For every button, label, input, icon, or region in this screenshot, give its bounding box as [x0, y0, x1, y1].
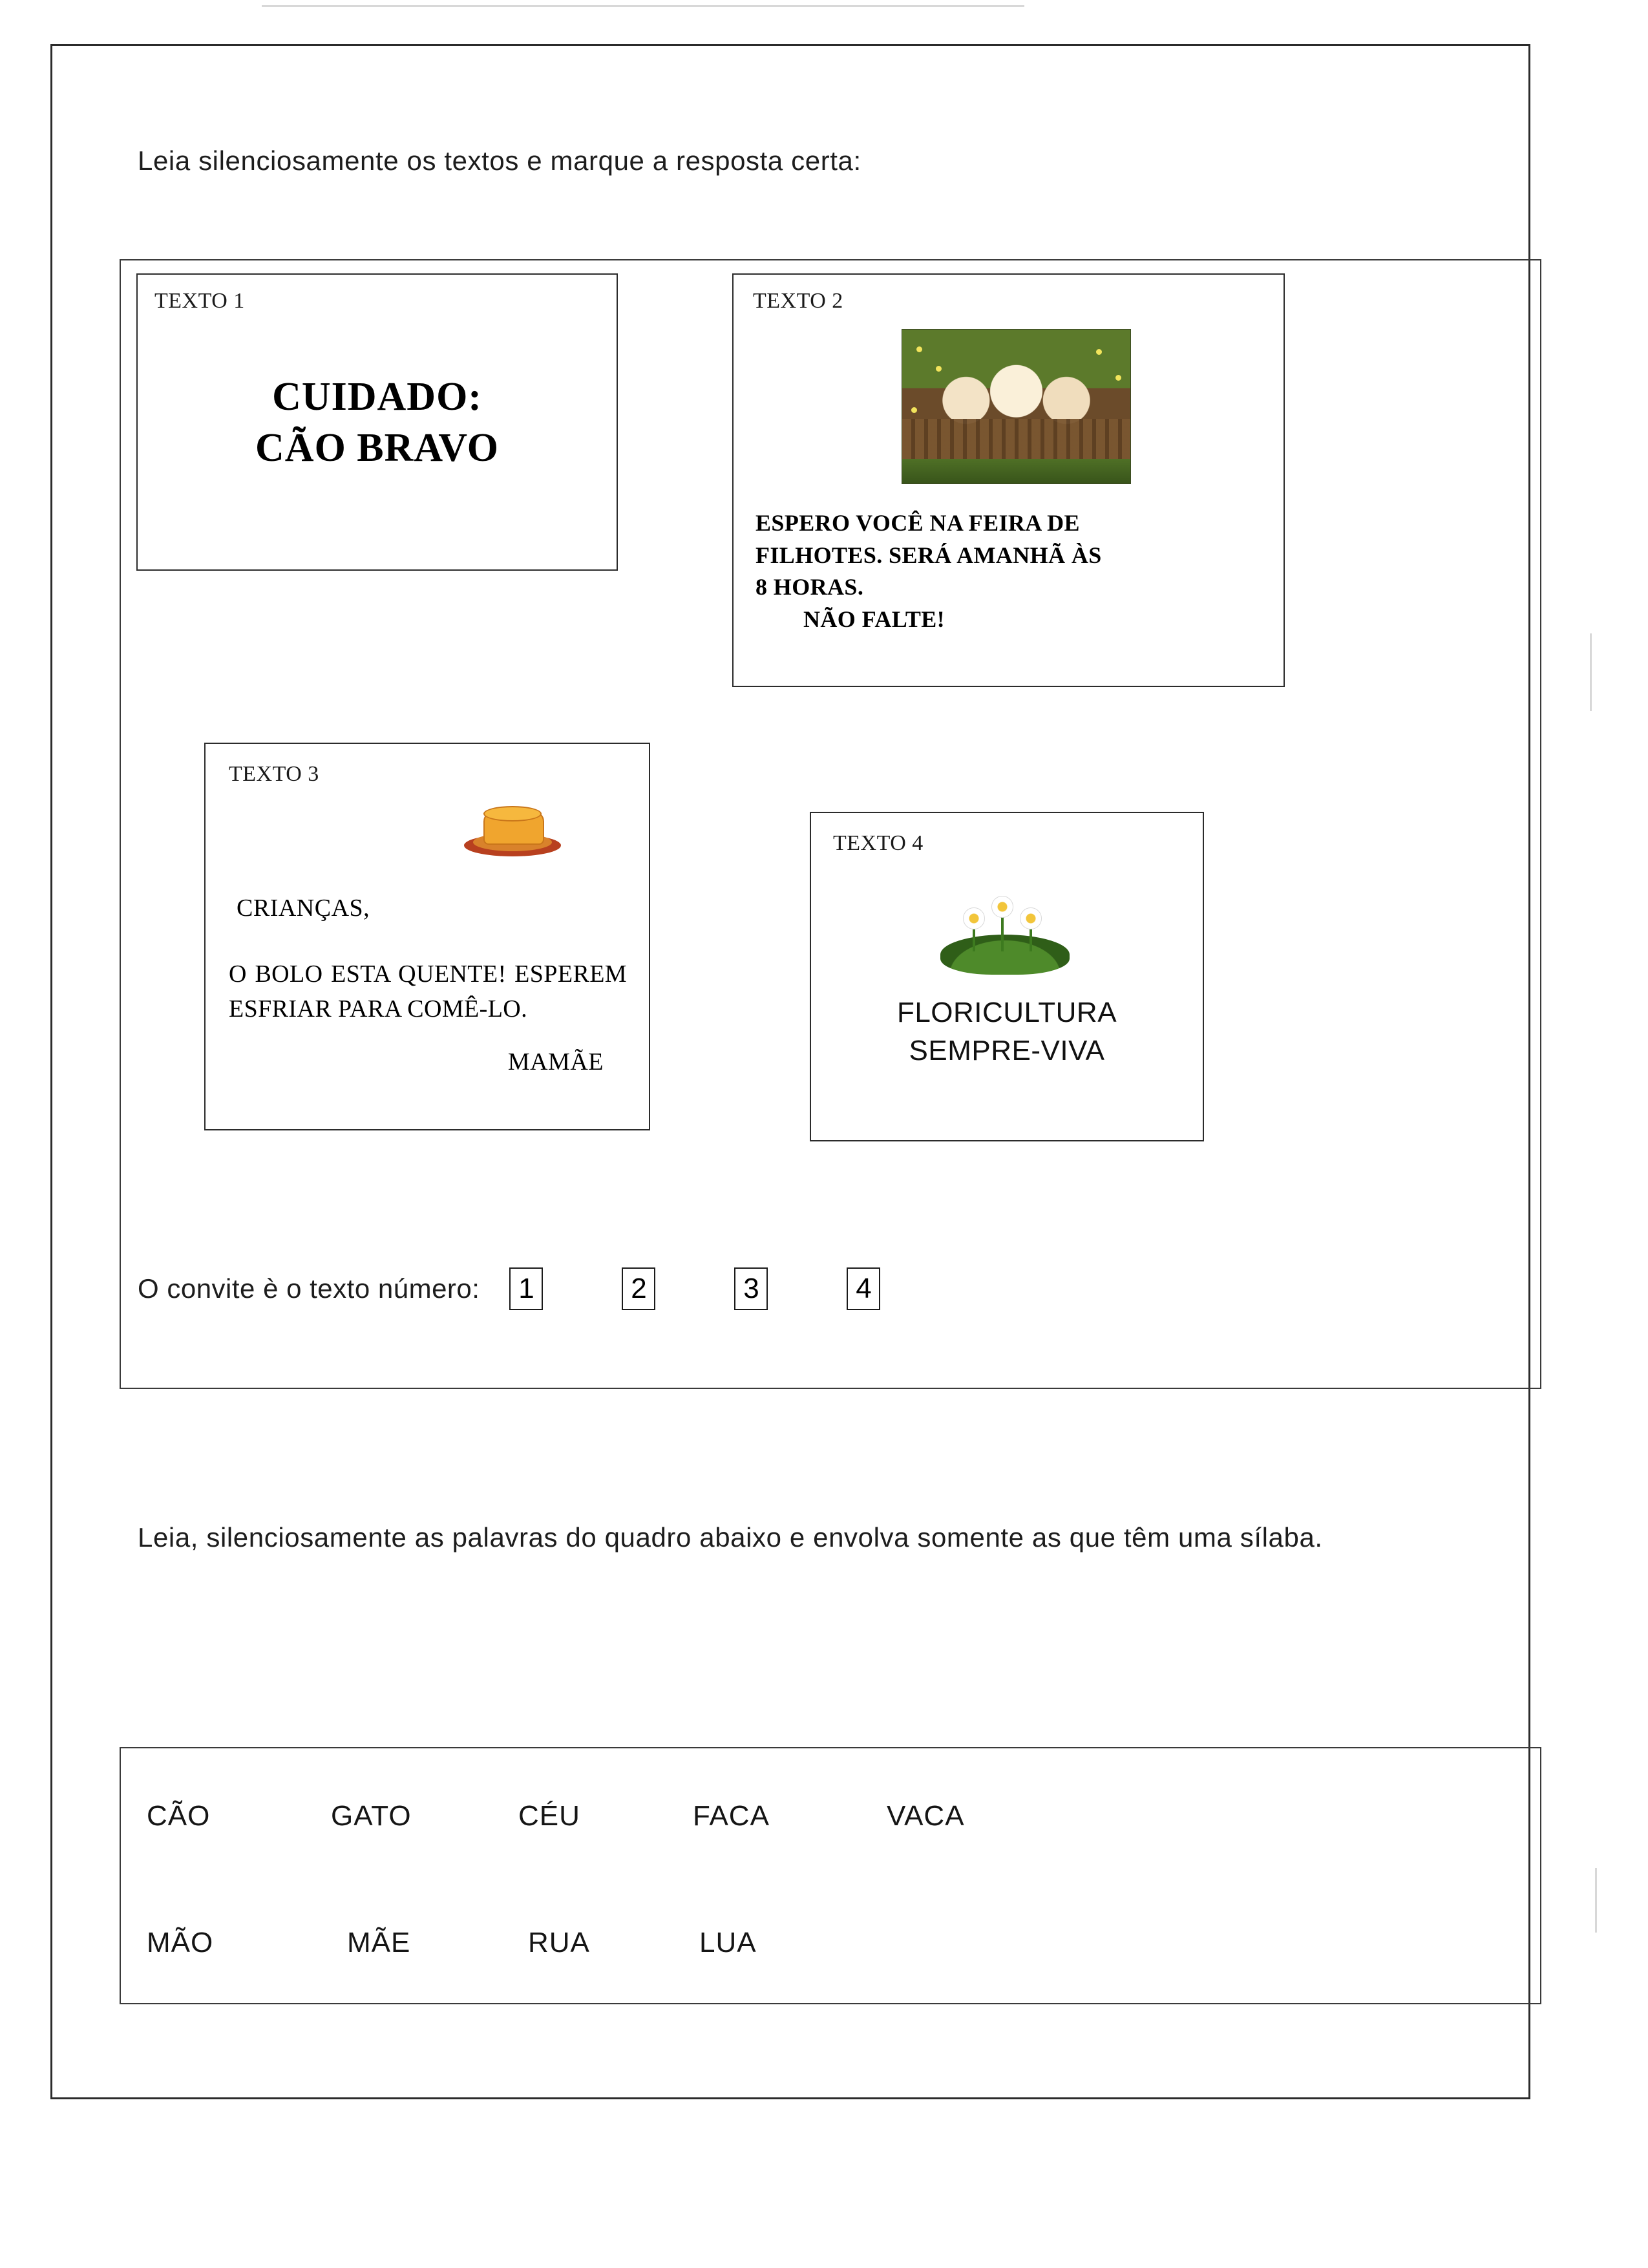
text-card-2-line-1: ESPERO VOCÊ NA FEIRA DE — [755, 510, 1080, 536]
text-card-2-label: TEXTO 2 — [753, 289, 843, 313]
text-card-3 — [204, 743, 650, 1130]
flower-dot-icon — [911, 407, 917, 413]
flower-dot-icon — [1096, 349, 1102, 355]
text-card-3-greeting: CRIANÇAS, — [237, 895, 370, 922]
word-item[interactable]: MÃE — [347, 1927, 411, 1958]
daisy-bloom-icon — [1020, 907, 1042, 929]
word-item[interactable]: RUA — [528, 1927, 590, 1958]
worksheet-page — [50, 44, 1530, 2099]
text-card-4-line-2: SEMPRE-VIVA — [909, 1034, 1105, 1066]
text-card-1 — [136, 273, 618, 571]
answer-option-group — [509, 1267, 880, 1310]
word-item[interactable]: CÉU — [518, 1800, 580, 1832]
cake-top-shape — [483, 806, 542, 821]
answer-option-3[interactable]: 3 — [734, 1267, 768, 1310]
scan-edge-mark-right — [1590, 633, 1592, 711]
puppies-in-basket-photo — [902, 329, 1131, 484]
question-row — [138, 1267, 880, 1310]
answer-option-2[interactable]: 2 — [622, 1267, 655, 1310]
text-card-1-label: TEXTO 1 — [154, 289, 245, 313]
text-card-3-signature: MAMÃE — [507, 1048, 604, 1076]
word-bank-container — [120, 1747, 1541, 2004]
text-card-4-content — [811, 994, 1203, 1070]
text-card-2-line-3: 8 HORAS. — [755, 574, 864, 600]
word-item[interactable]: GATO — [331, 1800, 412, 1832]
word-item[interactable]: LUA — [699, 1927, 757, 1958]
word-item[interactable]: VACA — [887, 1800, 965, 1832]
text-card-1-line-1: CUIDADO: — [272, 375, 482, 419]
grass-shape — [902, 459, 1130, 483]
scan-edge-mark-right-2 — [1595, 1868, 1597, 1933]
answer-option-4[interactable]: 4 — [847, 1267, 880, 1310]
instruction-text-2: Leia, silenciosamente as palavras do quadro abaixo e envolva somente as que têm uma sílaba. — [138, 1522, 1323, 1553]
scan-edge-mark-top — [262, 5, 1024, 7]
instruction-text-1: Leia silenciosamente os textos e marque a resposta certa: — [138, 145, 861, 176]
text-card-4-label: TEXTO 4 — [833, 831, 924, 855]
text-card-2 — [732, 273, 1285, 687]
answer-option-1[interactable]: 1 — [509, 1267, 543, 1310]
word-row — [147, 1800, 1504, 1832]
daisies-flowers-icon — [934, 878, 1076, 975]
text-card-2-content — [755, 507, 1260, 636]
cake-on-plate-icon — [464, 794, 561, 859]
word-item[interactable]: MÃO — [147, 1927, 214, 1958]
word-row — [147, 1927, 1504, 1959]
flower-dot-icon — [936, 366, 942, 372]
text-card-4 — [810, 812, 1204, 1141]
word-item[interactable]: FACA — [693, 1800, 770, 1832]
question-prompt: O convite è o texto número: — [138, 1273, 480, 1304]
basket-fence-shape — [902, 419, 1130, 462]
bush-shape — [940, 935, 1070, 975]
text-card-2-line-2: FILHOTES. SERÁ AMANHÃ ÀS — [755, 542, 1102, 568]
flower-dot-icon — [916, 346, 922, 352]
text-card-4-line-1: FLORICULTURA — [896, 997, 1117, 1028]
text-card-3-body: O BOLO ESTA QUENTE! ESPEREM ESFRIAR PARA COMÊ-LO. — [229, 960, 627, 1023]
text-card-1-line-2: CÃO BRAVO — [255, 426, 499, 471]
text-card-2-line-4: NÃO FALTE! — [803, 606, 945, 633]
flower-dot-icon — [1115, 375, 1121, 381]
text-card-3-label: TEXTO 3 — [229, 762, 319, 786]
daisy-bloom-icon — [963, 907, 985, 929]
word-item[interactable]: CÃO — [147, 1800, 211, 1832]
daisy-bloom-icon — [991, 896, 1013, 918]
text-card-1-content — [138, 372, 617, 474]
